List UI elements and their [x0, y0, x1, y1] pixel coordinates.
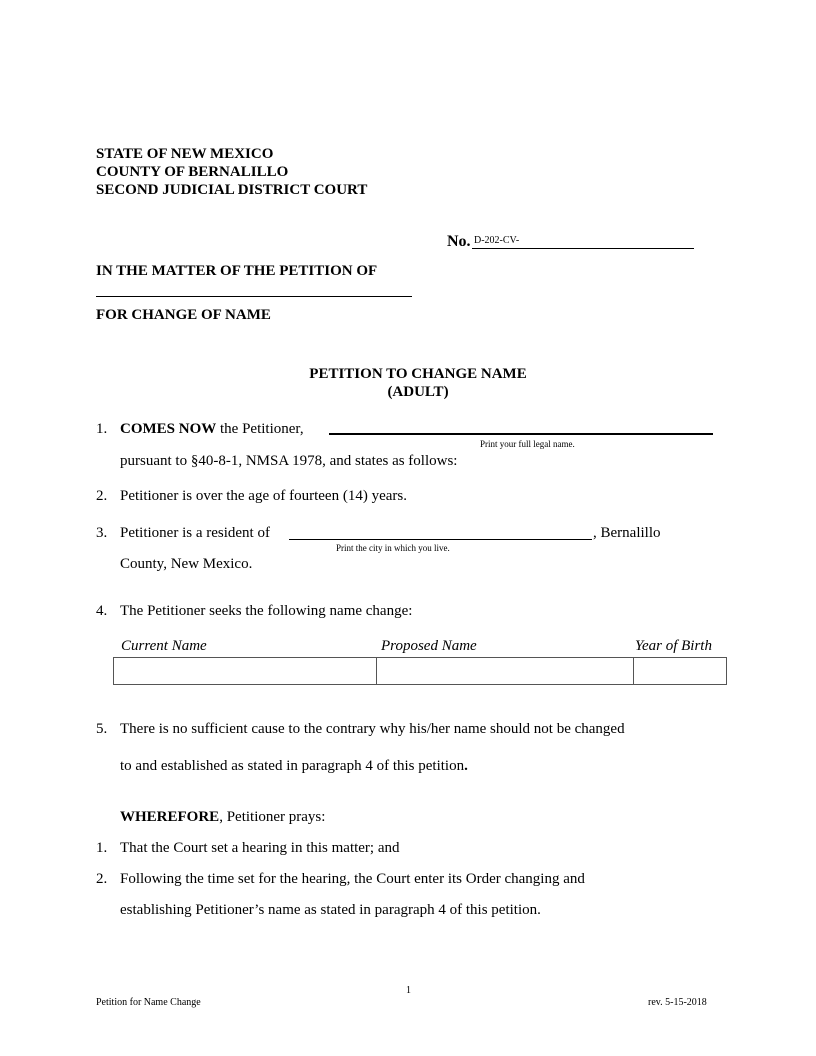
item-2-text: Petitioner is over the age of fourteen (14) years.	[120, 488, 407, 504]
case-number-prefix: D-202-CV-	[474, 235, 520, 246]
prayer-1-text: That the Court set a hearing in this matter; and	[120, 840, 400, 856]
wherefore-clause	[120, 809, 325, 826]
item-5-period: .	[464, 758, 468, 774]
prayer-2-number: 2.	[96, 871, 108, 887]
header-current-name: Current Name	[121, 638, 207, 654]
item-1-text	[120, 421, 304, 438]
case-number-label: No.	[447, 233, 471, 250]
prayer-2-text: Following the time set for the hearing, the Court enter its Order changing and	[120, 871, 585, 887]
item-5-continued-text: to and established as stated in paragraph 4 of this petition	[120, 758, 465, 774]
item-4-text: The Petitioner seeks the following name change:	[120, 603, 413, 619]
full-legal-name-hint: Print your full legal name.	[480, 439, 575, 449]
item-4-number: 4.	[96, 603, 108, 619]
current-name-cell[interactable]	[114, 658, 377, 684]
wherefore-bold: WHEREFORE	[120, 809, 220, 825]
wherefore-text: , Petitioner prays:	[219, 809, 326, 825]
footer-form-name: Petition for Name Change	[96, 997, 201, 1008]
item-5-continued	[120, 758, 468, 775]
proposed-name-cell[interactable]	[377, 658, 634, 684]
footer-revision: rev. 5-15-2018	[648, 997, 707, 1008]
case-number-field[interactable]	[472, 248, 694, 249]
item-2-number: 2.	[96, 488, 108, 504]
petition-title: PETITION TO CHANGE NAME	[309, 366, 527, 382]
city-hint: Print the city in which you live.	[336, 543, 450, 553]
item-3-number: 3.	[96, 525, 108, 541]
name-change-table	[113, 657, 727, 685]
page-number: 1	[406, 985, 411, 996]
caption-change: FOR CHANGE OF NAME	[96, 307, 271, 323]
item-5-text: There is no sufficient cause to the contrary why his/her name should not be changed	[120, 721, 625, 737]
petitioner-name-field[interactable]	[96, 296, 412, 297]
header-proposed-name: Proposed Name	[381, 638, 477, 654]
item-5-number: 5.	[96, 721, 108, 737]
header-year-of-birth: Year of Birth	[635, 638, 712, 654]
full-legal-name-field[interactable]	[329, 433, 713, 435]
item-3-text: Petitioner is a resident of	[120, 525, 270, 541]
item-3-continued: County, New Mexico.	[120, 556, 253, 572]
court-state: STATE OF NEW MEXICO	[96, 146, 274, 162]
court-district: SECOND JUDICIAL DISTRICT COURT	[96, 182, 368, 198]
prayer-1-number: 1.	[96, 840, 108, 856]
petition-subtitle: (ADULT)	[387, 384, 449, 400]
item-1-continued: pursuant to §40-8-1, NMSA 1978, and states as follows:	[120, 453, 458, 469]
item-1-body: the Petitioner,	[216, 421, 304, 437]
court-county: COUNTY OF BERNALILLO	[96, 164, 289, 180]
prayer-2-continued: establishing Petitioner’s name as stated in paragraph 4 of this petition.	[120, 902, 541, 918]
item-3-county: , Bernalillo	[593, 525, 661, 541]
item-1-number: 1.	[96, 421, 108, 437]
comes-now: COMES NOW	[120, 421, 217, 437]
caption-matter: IN THE MATTER OF THE PETITION OF	[96, 263, 378, 279]
year-of-birth-cell[interactable]	[634, 658, 726, 684]
city-field[interactable]	[289, 539, 592, 540]
